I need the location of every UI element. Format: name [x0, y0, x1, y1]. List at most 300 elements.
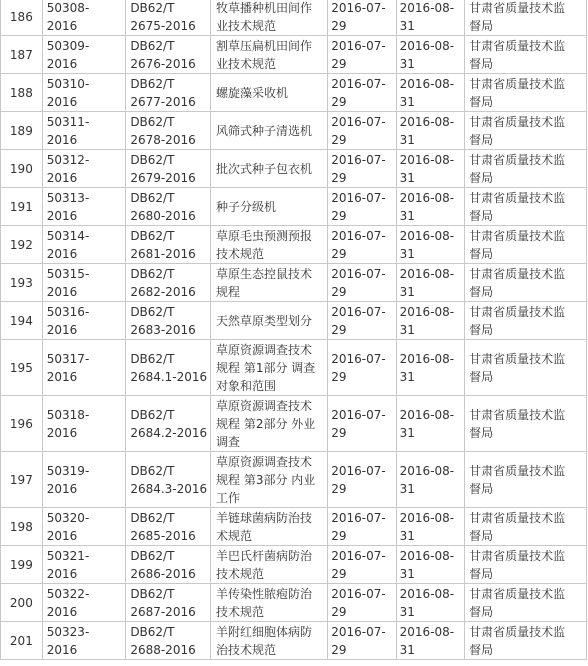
standard-number-line: 2687-2016 [130, 604, 196, 619]
table-body [1, 0, 587, 660]
start-date-cell [328, 508, 396, 546]
start-date-line: 29 [331, 284, 347, 299]
table-row [1, 452, 587, 508]
standard-name-line: 羊附红细胞体病防 [216, 624, 313, 639]
issuing-department-line: 甘肃省质量技术监 [469, 548, 566, 563]
end-date-line: 2016-08- [399, 266, 455, 281]
standard-name-cell [211, 36, 328, 74]
row-number-cell: 201 [1, 622, 43, 660]
standard-number-cell [126, 396, 211, 452]
table-row [1, 0, 587, 36]
issuing-department-line: 督局 [469, 208, 494, 223]
start-date-line: 2016-07- [331, 548, 386, 563]
row-number-cell: 199 [1, 546, 43, 584]
issuing-department-line: 督局 [469, 132, 494, 147]
end-date-line: 2016-08- [399, 0, 455, 15]
start-date-line: 2016-07- [331, 266, 386, 281]
start-date-line: 2016-07- [331, 510, 386, 525]
end-date-cell [396, 226, 464, 264]
standard-number-line: DB62/T [130, 548, 175, 563]
row-number-cell: 195 [1, 340, 43, 396]
start-date-cell [328, 74, 396, 112]
record-code-line: 50314- [46, 228, 90, 243]
start-date-cell [328, 452, 396, 508]
start-date-line: 29 [331, 94, 347, 109]
table-row [1, 302, 587, 340]
record-code-line: 50318- [46, 407, 90, 422]
standard-name-line: 调查 [216, 434, 241, 449]
end-date-cell [396, 452, 464, 508]
issuing-department-line: 督局 [469, 481, 494, 496]
standard-number-line: 2679-2016 [130, 170, 196, 185]
record-code-line: 50313- [46, 190, 90, 205]
record-code-line: 50321- [46, 548, 90, 563]
issuing-department-line: 督局 [469, 94, 494, 109]
start-date-line: 29 [331, 18, 347, 33]
standard-name-cell [211, 226, 328, 264]
issuing-department-line: 督局 [469, 425, 494, 440]
issuing-department-cell [465, 226, 587, 264]
standard-number-line: DB62/T [130, 76, 175, 91]
issuing-department-cell [465, 508, 587, 546]
record-code-cell [42, 340, 126, 396]
issuing-department-line: 甘肃省质量技术监 [469, 190, 566, 205]
start-date-line: 29 [331, 132, 347, 147]
issuing-department-line: 甘肃省质量技术监 [469, 76, 566, 91]
start-date-line: 29 [331, 528, 347, 543]
issuing-department-cell [465, 188, 587, 226]
standard-number-line: 2685-2016 [130, 528, 196, 543]
start-date-line: 2016-07- [331, 76, 386, 91]
table-row [1, 622, 587, 660]
start-date-cell [328, 0, 396, 36]
standard-name-cell [211, 264, 328, 302]
issuing-department-cell [465, 584, 587, 622]
start-date-cell [328, 188, 396, 226]
standard-name-cell [211, 396, 328, 452]
end-date-line: 31 [399, 425, 415, 440]
standard-number-line: 2678-2016 [130, 132, 196, 147]
issuing-department-cell [465, 302, 587, 340]
start-date-cell [328, 302, 396, 340]
end-date-cell [396, 150, 464, 188]
standard-number-line: 2681-2016 [130, 246, 196, 261]
standard-name-line: 草原毛虫预测预报 [216, 228, 313, 243]
issuing-department-line: 督局 [469, 566, 494, 581]
issuing-department-cell [465, 264, 587, 302]
start-date-line: 2016-07- [331, 624, 386, 639]
issuing-department-cell [465, 0, 587, 36]
record-code-line: 2016 [46, 246, 78, 261]
issuing-department-line: 督局 [469, 246, 494, 261]
end-date-line: 31 [399, 246, 415, 261]
row-number-cell: 198 [1, 508, 43, 546]
start-date-cell [328, 226, 396, 264]
standard-name-line: 天然草原类型划分 [216, 313, 313, 328]
record-code-line: 2016 [46, 642, 78, 657]
issuing-department-line: 督局 [469, 642, 494, 657]
record-code-line: 2016 [46, 284, 78, 299]
start-date-line: 2016-07- [331, 152, 386, 167]
table-row [1, 340, 587, 396]
standard-number-line: 2683-2016 [130, 322, 196, 337]
record-code-line: 50311- [46, 114, 90, 129]
end-date-cell [396, 74, 464, 112]
issuing-department-line: 甘肃省质量技术监 [469, 351, 566, 366]
standard-number-cell [126, 188, 211, 226]
start-date-cell [328, 396, 396, 452]
end-date-line: 2016-08- [399, 351, 455, 366]
standard-number-line: DB62/T [130, 114, 175, 129]
record-code-cell [42, 508, 126, 546]
end-date-cell [396, 0, 464, 36]
standard-number-cell [126, 622, 211, 660]
end-date-line: 2016-08- [399, 510, 455, 525]
standard-number-cell [126, 264, 211, 302]
standard-number-line: 2686-2016 [130, 566, 196, 581]
issuing-department-line: 甘肃省质量技术监 [469, 510, 566, 525]
end-date-cell [396, 264, 464, 302]
record-code-line: 50308- [46, 0, 90, 15]
start-date-line: 29 [331, 208, 347, 223]
row-number-cell: 191 [1, 188, 43, 226]
end-date-line: 31 [399, 604, 415, 619]
start-date-line: 29 [331, 170, 347, 185]
end-date-line: 31 [399, 208, 415, 223]
start-date-cell [328, 340, 396, 396]
issuing-department-line: 督局 [469, 369, 494, 384]
record-code-cell [42, 150, 126, 188]
record-code-line: 50322- [46, 586, 90, 601]
standard-number-line: DB62/T [130, 463, 175, 478]
issuing-department-line: 甘肃省质量技术监 [469, 266, 566, 281]
standard-name-cell [211, 0, 328, 36]
standard-name-line: 规程 第2部分 外业 [216, 416, 316, 431]
standard-name-line: 种子分级机 [216, 199, 277, 214]
start-date-cell [328, 150, 396, 188]
issuing-department-line: 甘肃省质量技术监 [469, 152, 566, 167]
table-row [1, 188, 587, 226]
standard-number-line: 2688-2016 [130, 642, 196, 657]
record-code-cell [42, 226, 126, 264]
start-date-line: 2016-07- [331, 463, 386, 478]
record-code-line: 2016 [46, 208, 78, 223]
record-code-cell [42, 396, 126, 452]
record-code-line: 2016 [46, 322, 78, 337]
standard-name-cell [211, 302, 328, 340]
standard-number-line: DB62/T [130, 190, 175, 205]
standard-number-cell [126, 74, 211, 112]
row-number-cell: 188 [1, 74, 43, 112]
record-code-line: 50309- [46, 38, 90, 53]
standard-name-line: 技术规范 [216, 566, 265, 581]
record-code-line: 50323- [46, 624, 90, 639]
table-row [1, 226, 587, 264]
standard-name-cell [211, 546, 328, 584]
standard-number-line: DB62/T [130, 228, 175, 243]
issuing-department-line: 督局 [469, 322, 494, 337]
issuing-department-cell [465, 452, 587, 508]
start-date-line: 2016-07- [331, 0, 386, 15]
table-row [1, 112, 587, 150]
table-row [1, 36, 587, 74]
table-row [1, 584, 587, 622]
standard-number-cell [126, 508, 211, 546]
start-date-line: 29 [331, 566, 347, 581]
start-date-line: 2016-07- [331, 304, 386, 319]
start-date-line: 29 [331, 56, 347, 71]
standard-number-cell [126, 36, 211, 74]
standard-name-line: 术规范 [216, 528, 253, 543]
standard-name-cell [211, 188, 328, 226]
end-date-line: 2016-08- [399, 407, 455, 422]
row-number-cell: 194 [1, 302, 43, 340]
standard-number-cell [126, 112, 211, 150]
issuing-department-line: 甘肃省质量技术监 [469, 114, 566, 129]
standard-number-line: DB62/T [130, 407, 175, 422]
standard-number-line: DB62/T [130, 0, 175, 15]
issuing-department-cell [465, 36, 587, 74]
row-number-cell: 197 [1, 452, 43, 508]
start-date-line: 29 [331, 322, 347, 337]
end-date-cell [396, 546, 464, 584]
end-date-line: 2016-08- [399, 38, 455, 53]
record-code-line: 50317- [46, 351, 90, 366]
issuing-department-line: 甘肃省质量技术监 [469, 228, 566, 243]
issuing-department-line: 督局 [469, 284, 494, 299]
start-date-line: 29 [331, 604, 347, 619]
standard-number-line: DB62/T [130, 586, 175, 601]
standard-number-line: DB62/T [130, 510, 175, 525]
start-date-cell [328, 36, 396, 74]
standard-number-line: 2677-2016 [130, 94, 196, 109]
table-row [1, 264, 587, 302]
row-number-cell: 200 [1, 584, 43, 622]
standard-number-line: 2682-2016 [130, 284, 196, 299]
standard-number-line: 2684.2-2016 [130, 425, 208, 440]
row-number-cell: 187 [1, 36, 43, 74]
standard-number-line: DB62/T [130, 152, 175, 167]
record-code-line: 50312- [46, 152, 90, 167]
end-date-line: 31 [399, 528, 415, 543]
end-date-cell [396, 508, 464, 546]
record-code-cell [42, 74, 126, 112]
standard-number-line: 2684.3-2016 [130, 481, 208, 496]
standard-number-line: DB62/T [130, 266, 175, 281]
issuing-department-line: 督局 [469, 170, 494, 185]
record-code-line: 50320- [46, 510, 90, 525]
end-date-line: 2016-08- [399, 190, 455, 205]
issuing-department-line: 甘肃省质量技术监 [469, 38, 566, 53]
end-date-line: 2016-08- [399, 304, 455, 319]
table-row [1, 150, 587, 188]
standard-name-line: 业技术规范 [216, 18, 277, 33]
issuing-department-line: 甘肃省质量技术监 [469, 624, 566, 639]
standard-name-line: 规程 [216, 284, 241, 299]
end-date-line: 2016-08- [399, 586, 455, 601]
record-code-cell [42, 36, 126, 74]
issuing-department-cell [465, 622, 587, 660]
start-date-line: 2016-07- [331, 407, 386, 422]
issuing-department-line: 督局 [469, 18, 494, 33]
end-date-line: 2016-08- [399, 152, 455, 167]
record-code-line: 2016 [46, 528, 78, 543]
standard-number-cell [126, 584, 211, 622]
table-row [1, 546, 587, 584]
standard-name-line: 牧草播种机田间作 [216, 0, 313, 15]
standard-number-cell [126, 150, 211, 188]
end-date-line: 2016-08- [399, 114, 455, 129]
record-code-cell [42, 546, 126, 584]
end-date-line: 31 [399, 132, 415, 147]
standard-name-cell [211, 340, 328, 396]
issuing-department-cell [465, 112, 587, 150]
start-date-cell [328, 622, 396, 660]
standard-number-line: 2676-2016 [130, 56, 196, 71]
end-date-line: 31 [399, 642, 415, 657]
standard-name-line: 割草压扁机田间作 [216, 38, 313, 53]
start-date-cell [328, 264, 396, 302]
issuing-department-cell [465, 340, 587, 396]
start-date-line: 29 [331, 425, 347, 440]
start-date-line: 2016-07- [331, 586, 386, 601]
issuing-department-line: 督局 [469, 56, 494, 71]
issuing-department-cell [465, 150, 587, 188]
standard-name-cell [211, 74, 328, 112]
record-code-line: 50316- [46, 304, 90, 319]
standard-number-cell [126, 452, 211, 508]
record-code-line: 2016 [46, 481, 78, 496]
table-row [1, 508, 587, 546]
end-date-line: 31 [399, 481, 415, 496]
record-code-cell [42, 302, 126, 340]
standard-number-line: 2680-2016 [130, 208, 196, 223]
standard-name-line: 风筛式种子清选机 [216, 123, 313, 138]
end-date-line: 31 [399, 284, 415, 299]
end-date-line: 31 [399, 170, 415, 185]
end-date-cell [396, 112, 464, 150]
end-date-cell [396, 584, 464, 622]
row-number-cell: 186 [1, 0, 43, 36]
row-number-cell: 192 [1, 226, 43, 264]
record-code-line: 2016 [46, 604, 78, 619]
start-date-line: 2016-07- [331, 190, 386, 205]
start-date-line: 2016-07- [331, 114, 386, 129]
standard-number-cell [126, 0, 211, 36]
record-code-line: 2016 [46, 132, 78, 147]
record-code-cell [42, 188, 126, 226]
issuing-department-line: 甘肃省质量技术监 [469, 0, 566, 15]
record-code-cell [42, 584, 126, 622]
standard-number-line: 2675-2016 [130, 18, 196, 33]
standard-name-line: 草原资源调查技术 [216, 454, 313, 469]
standard-name-line: 羊巴氏杆菌病防治 [216, 548, 313, 563]
end-date-line: 31 [399, 56, 415, 71]
standard-name-line: 螺旋藻采收机 [216, 85, 289, 100]
end-date-cell [396, 622, 464, 660]
issuing-department-line: 甘肃省质量技术监 [469, 304, 566, 319]
standard-name-cell [211, 508, 328, 546]
standard-number-line: DB62/T [130, 624, 175, 639]
end-date-line: 31 [399, 566, 415, 581]
end-date-line: 31 [399, 322, 415, 337]
standard-name-cell [211, 584, 328, 622]
record-code-line: 50310- [46, 76, 90, 91]
standard-number-cell [126, 546, 211, 584]
standard-number-line: DB62/T [130, 38, 175, 53]
issuing-department-cell [465, 396, 587, 452]
start-date-line: 29 [331, 481, 347, 496]
standard-name-line: 草原生态控鼠技术 [216, 266, 313, 281]
record-code-line: 50319- [46, 463, 90, 478]
row-number-cell: 190 [1, 150, 43, 188]
start-date-line: 2016-07- [331, 351, 386, 366]
end-date-line: 31 [399, 94, 415, 109]
start-date-line: 29 [331, 246, 347, 261]
end-date-cell [396, 340, 464, 396]
standard-number-cell [126, 302, 211, 340]
end-date-cell [396, 36, 464, 74]
record-code-line: 2016 [46, 170, 78, 185]
standard-name-line: 技术规范 [216, 246, 265, 261]
row-number-cell: 196 [1, 396, 43, 452]
standard-name-line: 羊传染性脓疱防治 [216, 586, 313, 601]
start-date-cell [328, 584, 396, 622]
standard-name-line: 规程 第1部分 调查 [216, 360, 316, 375]
standard-name-line: 技术规范 [216, 604, 265, 619]
start-date-line: 2016-07- [331, 228, 386, 243]
record-code-line: 2016 [46, 369, 78, 384]
start-date-line: 2016-07- [331, 38, 386, 53]
end-date-line: 2016-08- [399, 76, 455, 91]
end-date-line: 2016-08- [399, 463, 455, 478]
table-row [1, 74, 587, 112]
end-date-line: 2016-08- [399, 548, 455, 563]
start-date-cell [328, 546, 396, 584]
record-code-line: 2016 [46, 94, 78, 109]
end-date-cell [396, 302, 464, 340]
standard-name-cell [211, 452, 328, 508]
issuing-department-line: 督局 [469, 604, 494, 619]
standard-name-line: 羊链球菌病防治技 [216, 510, 313, 525]
record-code-cell [42, 452, 126, 508]
end-date-line: 2016-08- [399, 228, 455, 243]
row-number-cell: 189 [1, 112, 43, 150]
issuing-department-line: 甘肃省质量技术监 [469, 463, 566, 478]
start-date-line: 29 [331, 642, 347, 657]
record-code-cell [42, 622, 126, 660]
table-row [1, 396, 587, 452]
end-date-line: 2016-08- [399, 624, 455, 639]
standard-number-line: 2684.1-2016 [130, 369, 208, 384]
end-date-line: 31 [399, 18, 415, 33]
standard-name-line: 规程 第3部分 内业 [216, 472, 316, 487]
end-date-cell [396, 396, 464, 452]
record-code-cell [42, 112, 126, 150]
issuing-department-line: 甘肃省质量技术监 [469, 407, 566, 422]
issuing-department-line: 甘肃省质量技术监 [469, 586, 566, 601]
end-date-line: 31 [399, 369, 415, 384]
standard-number-cell [126, 340, 211, 396]
record-code-line: 2016 [46, 18, 78, 33]
standard-name-cell [211, 150, 328, 188]
start-date-cell [328, 112, 396, 150]
record-code-line: 2016 [46, 56, 78, 71]
standard-name-line: 对象和范围 [216, 378, 277, 393]
standard-name-line: 草原资源调查技术 [216, 398, 313, 413]
standard-number-line: DB62/T [130, 351, 175, 366]
record-code-cell [42, 264, 126, 302]
